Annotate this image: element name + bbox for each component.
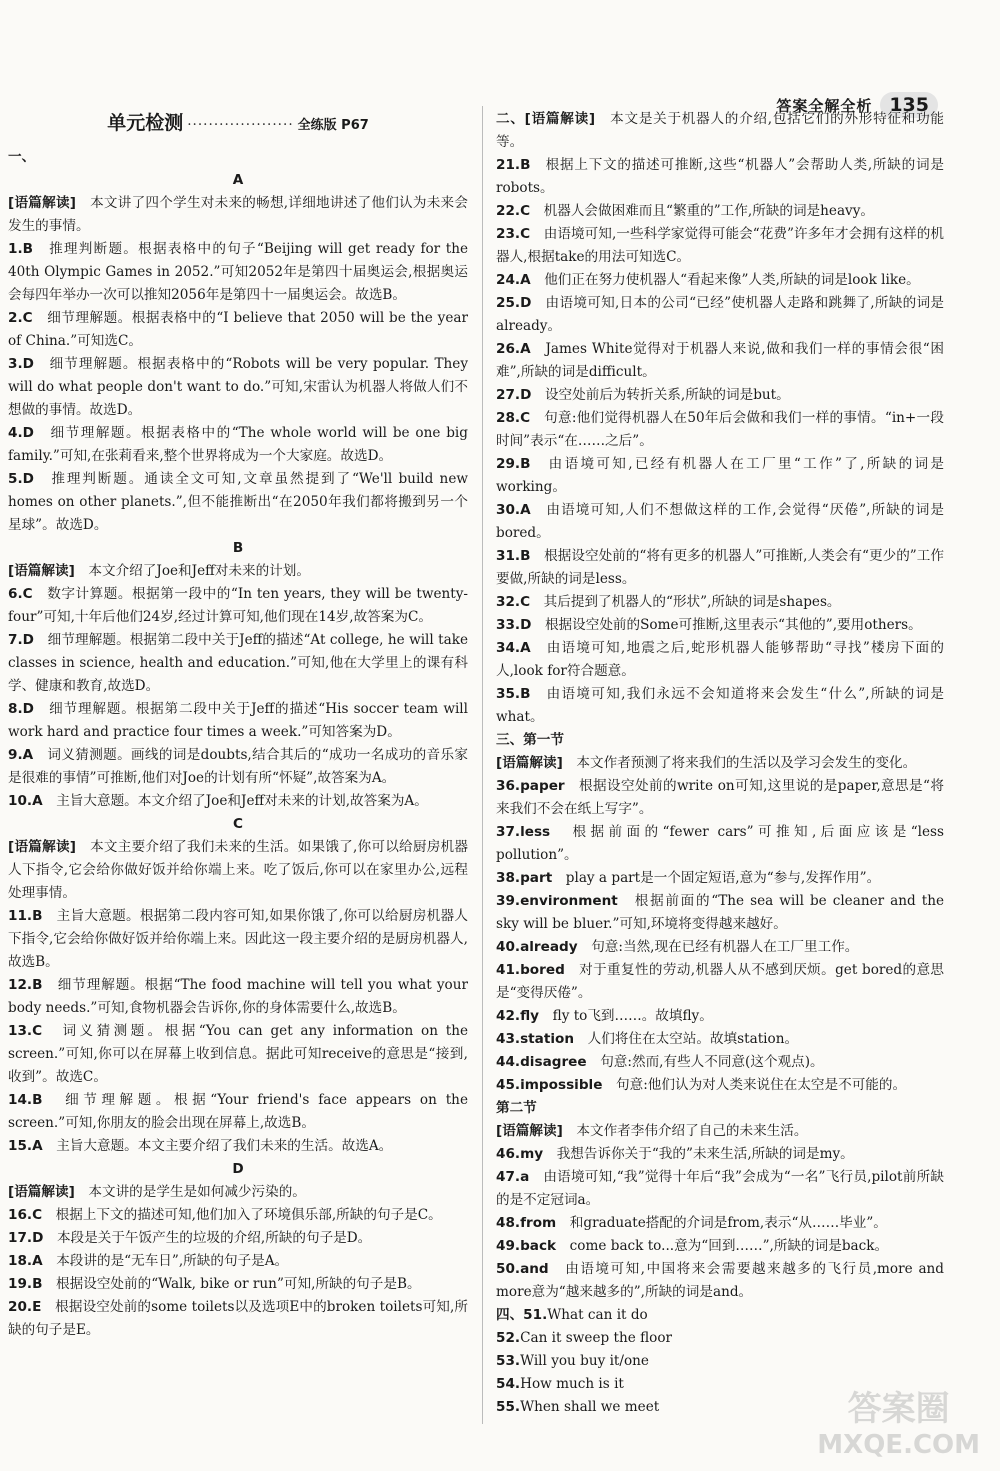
- answer-number: 22.C: [496, 203, 531, 219]
- answer-number: 6.C: [8, 586, 33, 602]
- answer-item: [8, 790, 468, 813]
- answer-explanation: 由语境可知,中国将来会需要越来越多的飞行员,more and more意为“越来越多的”,所缺的词是and。: [496, 1261, 944, 1300]
- answer-number: 9.A: [8, 747, 34, 763]
- answer-number: 53.: [496, 1353, 521, 1369]
- answer-number: 54.: [496, 1376, 521, 1392]
- answer-explanation: 由语境可知,我们永远不会知道将来会发生“什么”,所缺的词是what。: [496, 686, 944, 725]
- answer-item: [496, 936, 944, 959]
- answer-number: 23.C: [496, 226, 531, 242]
- answer-item: [496, 269, 944, 292]
- answer-item: [496, 1304, 944, 1327]
- header-title: 答案全解全析: [776, 96, 873, 115]
- answer-explanation: 句意:当然,现在已经有机器人在工厂里工作。: [577, 939, 859, 955]
- answer-item: [8, 836, 468, 905]
- answer-explanation: 细节理解题。根据第二段中关于Jeff的描述“His soccer team will work hard and practice four times a week.”可知答案为D。: [8, 701, 468, 740]
- answer-item: [8, 1227, 468, 1250]
- answer-number: 34.A: [496, 640, 531, 656]
- answer-explanation: 本段是关于午饭产生的垃圾的介绍,所缺的句子是D。: [43, 1230, 372, 1246]
- answer-explanation: Will you buy it/one: [520, 1353, 649, 1369]
- answer-item: [496, 890, 944, 936]
- answer-item: [8, 744, 468, 790]
- answer-explanation: 本文讲了四个学生对未来的畅想,详细地讲述了他们认为未来会发生的事情。: [8, 195, 468, 234]
- answer-explanation: 设空处前后为转折关系,所缺的词是but。: [531, 387, 790, 403]
- answer-number: 41.bored: [496, 962, 565, 978]
- answer-item: [8, 1089, 468, 1135]
- answer-explanation: 词义猜测题。根据“You can get any information on the screen.”可知,你可以在屏幕上收到信息。据此可知receive的意思是“接到,收到”。故选C。: [8, 1023, 468, 1085]
- answer-number: 14.B: [8, 1092, 43, 1108]
- answer-explanation: 推理判断题。通读全文可知,文章虽然提到了“We'll build new homes on other planets.”,但不能推断出“在2050年我们都将搬到另一个星球”。故选D。: [8, 471, 468, 533]
- answer-explanation: 句意:他们认为对人类来说住在太空是不可能的。: [602, 1077, 907, 1093]
- answer-number: 45.impossible: [496, 1077, 603, 1093]
- answer-number: 33.D: [496, 617, 532, 633]
- answer-number: 四、51.: [496, 1307, 548, 1323]
- right-column: [496, 108, 944, 1419]
- section-heading: 第二节: [496, 1100, 537, 1116]
- answer-item: [496, 867, 944, 890]
- answer-number: 4.D: [8, 425, 34, 441]
- answer-number: 37.less: [496, 824, 551, 840]
- answer-item: [496, 407, 944, 453]
- left-column: [8, 108, 468, 1342]
- answer-number: 15.A: [8, 1138, 43, 1154]
- answer-explanation: come back to...意为“回到……”,所缺的词是back。: [556, 1238, 889, 1254]
- answer-number: 5.D: [8, 471, 34, 487]
- answer-number: 50.and: [496, 1261, 549, 1277]
- answer-explanation: 由语境可知,“我”觉得十年后“我”会成为“一名”飞行员,pilot前所缺的是不定冠词a。: [496, 1169, 944, 1208]
- answer-number: [语篇解读]: [8, 1184, 75, 1200]
- answer-number: 1.B: [8, 241, 33, 257]
- answer-item: [496, 1005, 944, 1028]
- answer-number: 25.D: [496, 295, 532, 311]
- answer-explanation: 根据上下文的描述可知,他们加入了环境俱乐部,所缺的句子是C。: [42, 1207, 442, 1223]
- answer-number: 24.A: [496, 272, 531, 288]
- answer-number: 38.part: [496, 870, 553, 886]
- answer-explanation: James White觉得对于机器人来说,做和我们一样的事情会很“困难”,所缺的词是difficult。: [496, 341, 944, 380]
- answer-number: 48.from: [496, 1215, 557, 1231]
- answer-item: [496, 752, 944, 775]
- answer-explanation: 由语境可知,已经有机器人在工厂里“工作”了,所缺的词是working。: [496, 456, 944, 495]
- answer-item: [8, 560, 468, 583]
- answer-item: [496, 200, 944, 223]
- answer-number: 30.A: [496, 502, 531, 518]
- answer-number: 20.E: [8, 1299, 42, 1315]
- answer-item: [496, 1350, 944, 1373]
- answer-item: [496, 108, 944, 154]
- answer-explanation: When shall we meet: [520, 1399, 660, 1415]
- answer-explanation: 本文作者预测了将来我们的生活以及学习会发生的变化。: [562, 755, 917, 771]
- answer-explanation: 根据设空处前的Some可推断,这里表示“其他的”,要用others。: [531, 617, 922, 633]
- answer-item: [8, 1250, 468, 1273]
- answer-explanation: 词义猜测题。画线的词是doubts,结合其后的“成功一名成功的音乐家是很难的事情”可推断,他们对Joe的计划有所“怀疑”,故答案为A。: [8, 747, 468, 786]
- answer-explanation: 我想告诉你关于“我的”未来生活,所缺的词是my。: [543, 1146, 854, 1162]
- answer-number: 39.environment: [496, 893, 618, 909]
- answer-explanation: 数字计算题。根据第一段中的“In ten years, they will be twenty-four”可知,十年后他们24岁,经过计算可知,他们现在14岁,故答案为C。: [8, 586, 468, 625]
- answer-explanation: 根据设空处前的“Walk, bike or run”可知,所缺的句子是B。: [42, 1276, 421, 1292]
- answer-explanation: What can it do: [547, 1307, 648, 1323]
- answer-item: [496, 1143, 944, 1166]
- answer-explanation: 本文作者李伟介绍了自己的未来生活。: [562, 1123, 808, 1139]
- title-leader-dots: ····················: [187, 117, 294, 133]
- answer-number: 32.C: [496, 594, 531, 610]
- answer-explanation: 根据上下文的描述可推断,这些“机器人”会帮助人类,所缺的词是robots。: [496, 157, 944, 196]
- answer-explanation: 本文主要介绍了我们未来的生活。如果饿了,你可以给厨房机器人下指令,它会给你做好饭并给你端上来。吃了饭后,你可以在家里办公,远程处理事情。: [8, 839, 468, 901]
- answer-explanation: 和graduate搭配的介词是from,表示“从……毕业”。: [556, 1215, 887, 1231]
- answer-explanation: 由语境可知,一些科学家觉得可能会“花费”许多年才会拥有这样的机器人,根据take的用法可知选C。: [496, 226, 944, 265]
- answer-explanation: 主旨大意题。根据第二段内容可知,如果你饿了,你可以给厨房机器人下指令,它会给你做好饭并给你端上来。因此这一段主要介绍的是厨房机器人,故选B。: [8, 908, 468, 970]
- answer-number: 21.B: [496, 157, 531, 173]
- answer-item: [496, 384, 944, 407]
- answer-explanation: 由语境可知,日本的公司“已经”使机器人走路和跳舞了,所缺的词是already。: [496, 295, 944, 334]
- answer-number: 44.disagree: [496, 1054, 587, 1070]
- answer-item: [8, 1135, 468, 1158]
- answer-item: [496, 1028, 944, 1051]
- left-answers: [8, 146, 468, 1342]
- passage-label: D: [232, 1161, 244, 1177]
- answer-item: [496, 1051, 944, 1074]
- answer-explanation: 人们将住在太空站。故填station。: [574, 1031, 799, 1047]
- answer-number: 二、[语篇解读]: [496, 111, 596, 127]
- answer-explanation: 细节理解题。根据“The food machine will tell you what your body needs.”可知,食物机器会告诉你,你的身体需要什么,故选B。: [8, 977, 468, 1016]
- answer-explanation: How much is it: [520, 1376, 624, 1392]
- answer-explanation: 细节理解题。根据“Your friend's face appears on the screen.”可知,你朋友的脸会出现在屏幕上,故选B。: [8, 1092, 468, 1131]
- answer-explanation: 推理判断题。根据表格中的句子“Beijing will get ready for the 40th Olympic Games in 2052.”可知2052年是第四十届奥运会,根据奥运会每四年举办一次可以推知2056年是第四十一届奥运会。故选B。: [8, 241, 468, 303]
- answer-item: [496, 1166, 944, 1212]
- answer-item: [496, 499, 944, 545]
- answer-item: [8, 468, 468, 537]
- answer-item: [8, 1181, 468, 1204]
- answer-number: 49.back: [496, 1238, 557, 1254]
- answer-explanation: 由语境可知,地震之后,蛇形机器人能够帮助“寻找”楼房下面的人,look for符合题意。: [496, 640, 944, 679]
- answer-number: 19.B: [8, 1276, 43, 1292]
- answer-explanation: 句意:然而,有些人不同意(这个观点)。: [586, 1054, 824, 1070]
- answer-item: [496, 959, 944, 1005]
- answer-number: 43.station: [496, 1031, 575, 1047]
- answer-number: 7.D: [8, 632, 34, 648]
- answer-item: [8, 192, 468, 238]
- passage-label: C: [233, 816, 243, 832]
- answer-number: [语篇解读]: [8, 563, 75, 579]
- answer-item: [8, 1296, 468, 1342]
- answer-item: [8, 905, 468, 974]
- answer-explanation: 根据设空处前的“将有更多的机器人”可推断,人类会有“更少的”工作要做,所缺的词是less。: [496, 548, 944, 587]
- answer-number: 8.D: [8, 701, 34, 717]
- answer-number: 42.fly: [496, 1008, 540, 1024]
- answer-item: [496, 1235, 944, 1258]
- answer-explanation: 其后提到了机器人的“形状”,所缺的词是shapes。: [530, 594, 841, 610]
- answer-number: 26.A: [496, 341, 531, 357]
- answer-explanation: 细节理解题。根据表格中的“I believe that 2050 will be the year of China.”可知选C。: [8, 310, 468, 349]
- answer-item: [8, 629, 468, 698]
- watermark-line1: 答案圈: [847, 1389, 950, 1429]
- answer-number: 47.a: [496, 1169, 530, 1185]
- answer-number: 17.D: [8, 1230, 44, 1246]
- answer-explanation: 细节理解题。根据第二段中关于Jeff的描述“At college, he will take classes in science, health and education.”可知,他在大学里上的课有科学、健康和教育,故选D。: [8, 632, 468, 694]
- answer-item: [8, 353, 468, 422]
- answer-explanation: 本段讲的是“无车日”,所缺的句子是A。: [42, 1253, 289, 1269]
- answer-number: 2.C: [8, 310, 33, 326]
- answer-number: 31.B: [496, 548, 531, 564]
- answer-item: [8, 1020, 468, 1089]
- unit-reference: 全练版 P67: [297, 118, 369, 133]
- answer-explanation: 本文介绍了Joe和Jeff对未来的计划。: [74, 563, 310, 579]
- answer-explanation: 对于重复性的劳动,机器人从不感到厌烦。get bored的意思是“变得厌倦”。: [496, 962, 944, 1001]
- answer-number: 40.already: [496, 939, 578, 955]
- answer-number: 36.paper: [496, 778, 565, 794]
- answer-explanation: 根据设空处前的write on可知,这里说的是paper,意思是“将来我们不会在纸上写字”。: [496, 778, 944, 817]
- right-answers: [496, 108, 944, 1419]
- answer-number: 16.C: [8, 1207, 43, 1223]
- answer-number: 27.D: [496, 387, 532, 403]
- page-number: 135: [880, 92, 938, 118]
- answer-item: [496, 683, 944, 729]
- answer-explanation: 根据前面的“The sea will be cleaner and the sky will be bluer.”可知,环境将变得越来越好。: [496, 893, 944, 932]
- answer-explanation: 由语境可知,人们不想做这样的工作,会觉得“厌倦”,所缺的词是bored。: [496, 502, 944, 541]
- answer-item: [496, 775, 944, 821]
- answer-item: [496, 637, 944, 683]
- watermark: [817, 1391, 980, 1463]
- unit-title: 单元检测: [107, 112, 184, 134]
- answer-item: [496, 614, 944, 637]
- answer-item: [496, 545, 944, 591]
- answer-item: [8, 1273, 468, 1296]
- answer-number: 12.B: [8, 977, 43, 993]
- answer-number: 3.D: [8, 356, 34, 372]
- answer-explanation: 机器人会做困难而且“繁重的”工作,所缺的词是heavy。: [530, 203, 875, 219]
- answer-item: [496, 1258, 944, 1304]
- answer-number: [语篇解读]: [496, 755, 563, 771]
- answer-explanation: 主旨大意题。本文介绍了Joe和Jeff对未来的计划,故答案为A。: [42, 793, 428, 809]
- unit-title-row: [8, 108, 468, 144]
- answer-item: [496, 223, 944, 269]
- answer-item: [496, 1074, 944, 1097]
- answer-number: 55.: [496, 1399, 521, 1415]
- answer-item: [496, 1212, 944, 1235]
- answer-explanation: 细节理解题。根据表格中的“The whole world will be one big family.”可知,在张莉看来,整个世界将成为一个大家庭。故选D。: [8, 425, 468, 464]
- answer-item: [8, 238, 468, 307]
- passage-label: A: [232, 172, 244, 188]
- answer-item: [8, 307, 468, 353]
- section-heading: 三、第一节: [496, 732, 564, 748]
- answer-explanation: 细节理解题。根据表格中的“Robots will be very popular. They will do what people don't want to do.”可知,宋雷认为机器人将做人们不想做的事情。故选D。: [8, 356, 468, 418]
- answer-item: [496, 154, 944, 200]
- answer-item: [8, 422, 468, 468]
- answer-item: [496, 591, 944, 614]
- answer-item: [496, 453, 944, 499]
- answer-explanation: 根据设空处前的some toilets以及选项E中的broken toilets可知,所缺的句子是E。: [8, 1299, 468, 1338]
- answer-item: [496, 1120, 944, 1143]
- answer-number: [语篇解读]: [8, 839, 77, 855]
- answer-explanation: 他们正在努力使机器人“看起来像”人类,所缺的词是look like。: [530, 272, 920, 288]
- answer-item: [8, 1204, 468, 1227]
- answer-number: [语篇解读]: [8, 195, 77, 211]
- answer-item: [496, 292, 944, 338]
- answer-number: 29.B: [496, 456, 531, 472]
- answer-number: 13.C: [8, 1023, 43, 1039]
- answer-explanation: 句意:他们觉得机器人在50年后会做和我们一样的事情。“in+一段时间”表示“在……之后”。: [496, 410, 944, 449]
- section-heading: 一、: [8, 149, 36, 165]
- answer-number: 46.my: [496, 1146, 544, 1162]
- answer-item: [496, 821, 944, 867]
- answer-explanation: 本文是关于机器人的介绍,包括它们的外形特征和功能等。: [496, 111, 944, 150]
- watermark-line2: MXQE.COM: [817, 1430, 980, 1460]
- answer-item: [496, 338, 944, 384]
- answer-explanation: 主旨大意题。本文主要介绍了我们未来的生活。故选A。: [42, 1138, 393, 1154]
- answer-number: 18.A: [8, 1253, 43, 1269]
- answer-number: 35.B: [496, 686, 531, 702]
- answer-explanation: 本文讲的是学生是如何减少污染的。: [74, 1184, 306, 1200]
- column-divider: [482, 106, 483, 1424]
- answer-explanation: fly to飞到……。故填fly。: [539, 1008, 713, 1024]
- passage-label: B: [232, 540, 244, 556]
- answer-explanation: 根据前面的“fewer cars”可推知,后面应该是“less pollution”。: [496, 824, 944, 863]
- answer-item: [8, 583, 468, 629]
- answer-number: [语篇解读]: [496, 1123, 563, 1139]
- answer-item: [8, 974, 468, 1020]
- answer-item: [8, 698, 468, 744]
- answer-number: 52.: [496, 1330, 521, 1346]
- answer-number: 28.C: [496, 410, 531, 426]
- answer-number: 11.B: [8, 908, 43, 924]
- answer-number: 10.A: [8, 793, 43, 809]
- answer-explanation: Can it sweep the floor: [520, 1330, 673, 1346]
- answer-item: [496, 1327, 944, 1350]
- answer-explanation: play a part是一个固定短语,意为“参与,发挥作用”。: [552, 870, 881, 886]
